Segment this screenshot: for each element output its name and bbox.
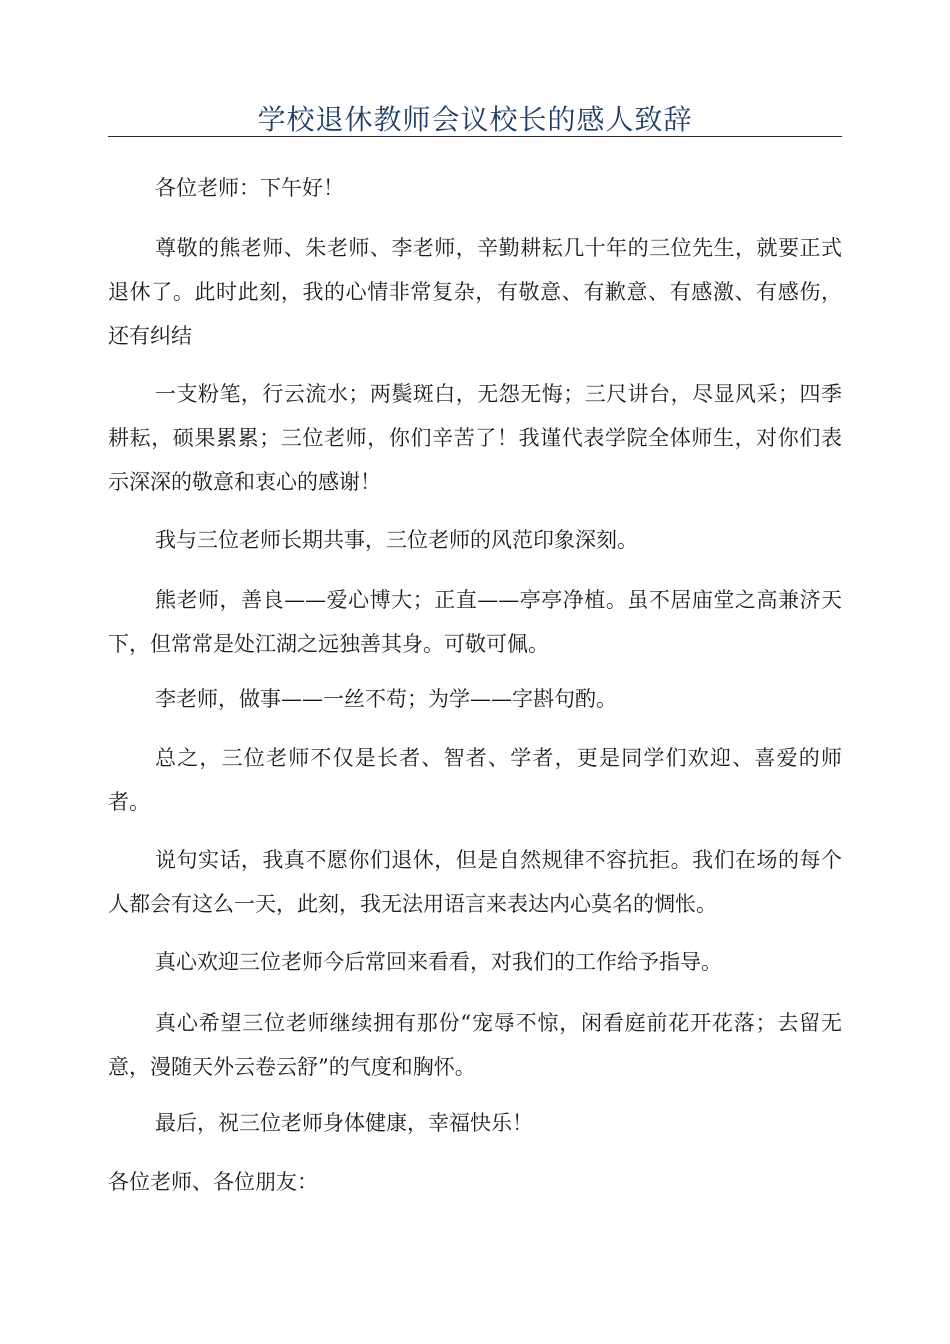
paragraph-farewell-feelings: 说句实话，我真不愿你们退休，但是自然规律不容抗拒。我们在场的每个人都会有这么一天，此刻，我无法用语言来表达内心莫名的惆怅。 — [108, 848, 842, 916]
paragraph-welcome-back: 真心欢迎三位老师今后常回来看看，对我们的工作给予指导。 — [155, 950, 722, 974]
paragraph-summary: 总之，三位老师不仅是长者、智者、学者，更是同学们欢迎、喜爱的师者。 — [108, 746, 842, 814]
paragraph-closing: 最后，祝三位老师身体健康，幸福快乐！ — [155, 1111, 533, 1135]
title-underline — [108, 136, 842, 137]
paragraph-salutation: 各位老师、各位朋友： — [108, 1170, 318, 1194]
paragraph-teacher-li: 李老师，做事——一丝不苟；为学——字斟句酌。 — [155, 687, 617, 711]
paragraph-praise: 一支粉笔，行云流水；两鬓斑白，无怨无悔；三尺讲台，尽显风采；四季耕耘，硕果累累；三位老师，你们辛苦了！我谨代表学院全体师生，对你们表示深深的敬意和衷心的感谢！ — [108, 382, 842, 494]
paragraph-greeting: 各位老师：下午好！ — [155, 176, 344, 200]
paragraph-colleagues: 我与三位老师长期共事，三位老师的风范印象深刻。 — [155, 528, 638, 552]
paragraph-teacher-xiong: 熊老师，善良——爱心博大；正直——亭亭净植。虽不居庙堂之高兼济天下，但常常是处江湖之远独善其身。可敬可佩。 — [108, 588, 842, 656]
paragraph-wish: 真心希望三位老师继续拥有那份“宠辱不惊，闲看庭前花开花落；去留无意，漫随天外云卷云舒”的气度和胸怀。 — [108, 1011, 842, 1079]
document-title: 学校退休教师会议校长的感人致辞 — [257, 103, 693, 136]
paragraph-opening: 尊敬的熊老师、朱老师、李老师，辛勤耕耘几十年的三位先生，就要正式退休了。此时此刻，我的心情非常复杂，有敬意、有歉意、有感激、有感伤，还有纠结 — [108, 236, 842, 348]
